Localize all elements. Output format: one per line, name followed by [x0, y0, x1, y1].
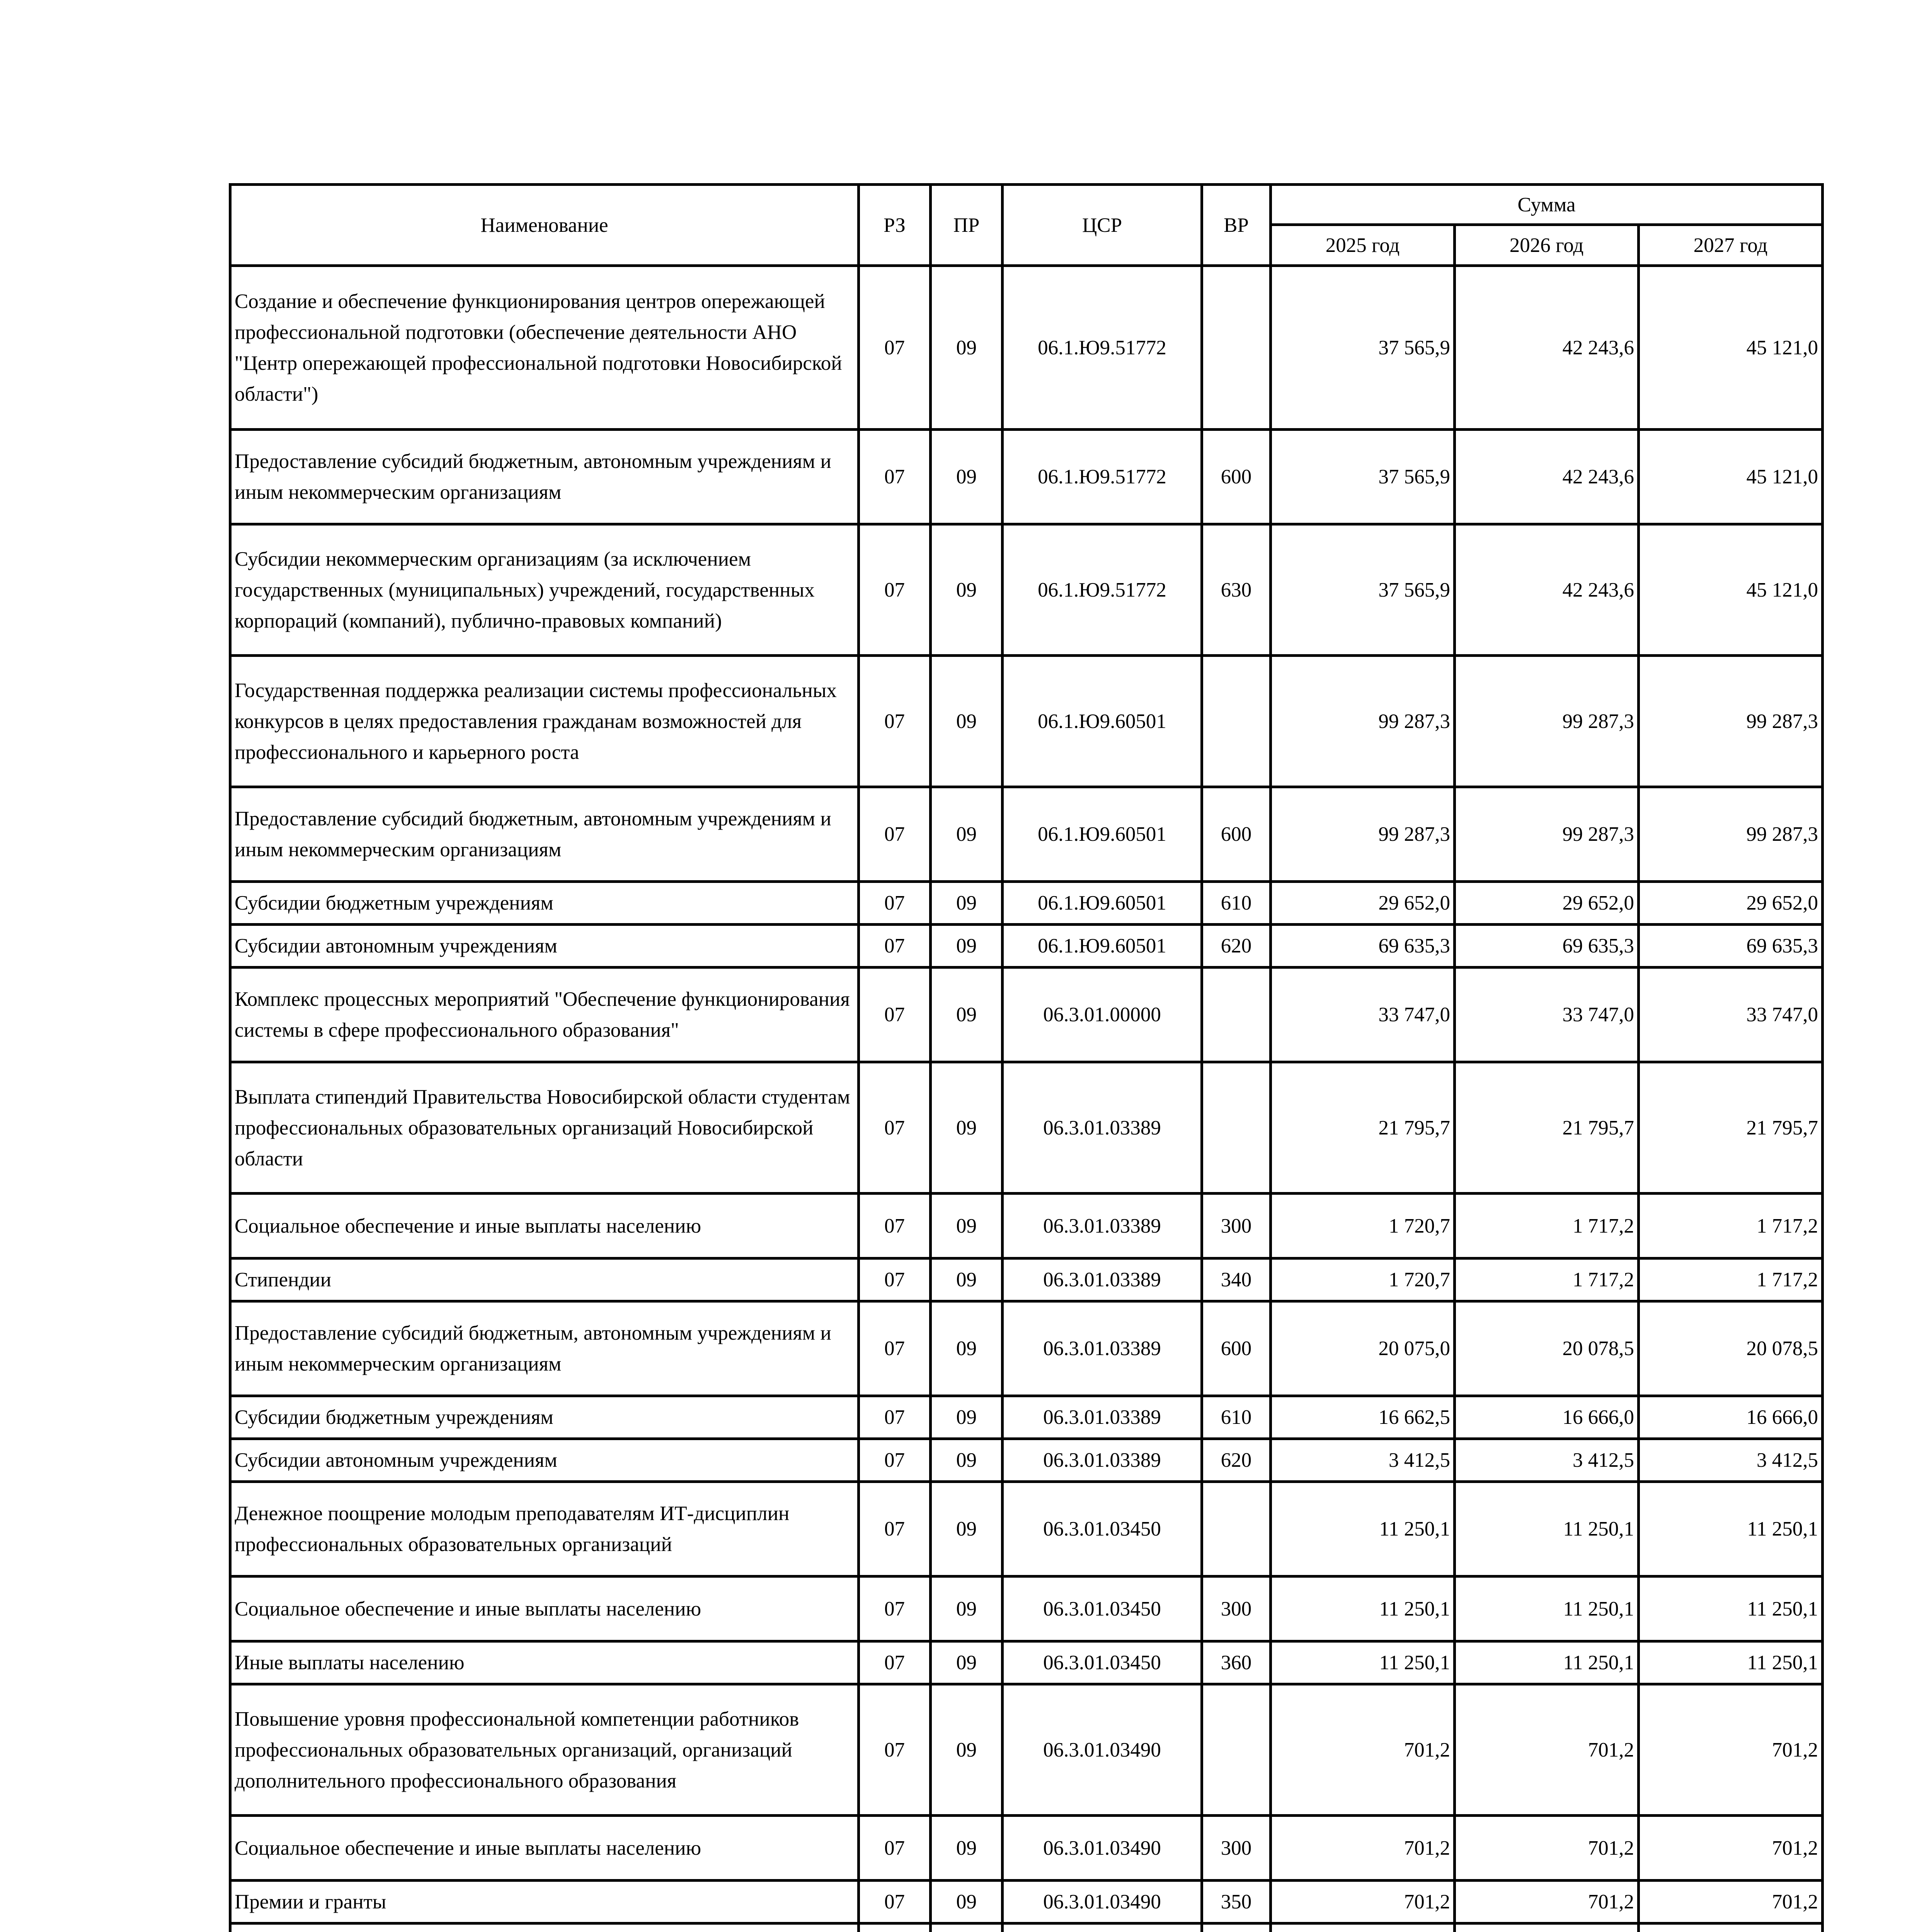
cell-vr	[1202, 266, 1271, 430]
cell-csr: 06.3.01.03389	[1003, 1396, 1202, 1439]
cell-name: Предоставление субсидий бюджетным, автономным учреждениям и иным некоммерческим организациям	[230, 1301, 859, 1396]
table-row	[230, 1439, 1823, 1482]
cell-name: Повышение уровня профессиональной компетенции работников профессиональных образовательных организаций, организаций дополнительного профессионального образования	[230, 1684, 859, 1816]
cell-2027: 701,2	[1639, 1684, 1823, 1816]
cell-rz: 07	[859, 430, 931, 524]
cell-csr: 06.1.Ю9.60501	[1003, 882, 1202, 925]
cell-2026: 69 635,3	[1455, 925, 1639, 968]
cell-csr: 06.1.Ю9.51772	[1003, 524, 1202, 656]
cell-csr	[1003, 1923, 1202, 1932]
table-row	[230, 1301, 1823, 1396]
cell-2027: 11 250,1	[1639, 1641, 1823, 1684]
cell-csr: 06.3.01.03389	[1003, 1301, 1202, 1396]
header-vr: ВР	[1202, 185, 1271, 266]
table-row	[230, 1482, 1823, 1577]
cell-csr: 06.3.01.03389	[1003, 1062, 1202, 1194]
cell-csr: 06.3.01.03389	[1003, 1194, 1202, 1259]
budget-table	[229, 183, 1824, 1932]
cell-csr: 06.3.01.03450	[1003, 1641, 1202, 1684]
cell-rz: 07	[859, 1194, 931, 1259]
cell-csr: 06.3.01.03389	[1003, 1439, 1202, 1482]
cell-2026: 29 652,0	[1455, 882, 1639, 925]
cell-2025	[1271, 1923, 1455, 1932]
cell-vr: 340	[1202, 1259, 1271, 1301]
cell-2025: 21 795,7	[1271, 1062, 1455, 1194]
cell-pr: 09	[931, 1881, 1003, 1923]
cell-rz: 07	[859, 1301, 931, 1396]
cell-rz: 07	[859, 1062, 931, 1194]
cell-vr: 600	[1202, 787, 1271, 882]
header-year-2026: 2026 год	[1455, 225, 1639, 266]
cell-csr: 06.1.Ю9.51772	[1003, 266, 1202, 430]
cell-2025: 20 075,0	[1271, 1301, 1455, 1396]
cell-vr	[1202, 1684, 1271, 1816]
cell-vr: 600	[1202, 430, 1271, 524]
cell-2025: 1 720,7	[1271, 1259, 1455, 1301]
table-body	[230, 266, 1823, 1932]
cell-2027: 1 717,2	[1639, 1259, 1823, 1301]
cell-2027: 11 250,1	[1639, 1482, 1823, 1577]
header-name: Наименование	[230, 185, 859, 266]
header-sum: Сумма	[1271, 185, 1823, 225]
header-pr: ПР	[931, 185, 1003, 266]
cell-2025: 69 635,3	[1271, 925, 1455, 968]
cell-rz: 07	[859, 1577, 931, 1641]
cell-vr: 620	[1202, 1439, 1271, 1482]
cell-name: Стипендии	[230, 1259, 859, 1301]
cell-pr: 09	[931, 1194, 1003, 1259]
cell-rz: 07	[859, 1816, 931, 1881]
cell-pr: 09	[931, 524, 1003, 656]
cell-2026: 42 243,6	[1455, 266, 1639, 430]
cell-rz: 07	[859, 787, 931, 882]
cell-2025: 33 747,0	[1271, 968, 1455, 1062]
cell-2025: 11 250,1	[1271, 1577, 1455, 1641]
table-row	[230, 1259, 1823, 1301]
cell-2026: 21 795,7	[1455, 1062, 1639, 1194]
cell-rz: 07	[859, 1684, 931, 1816]
table-row	[230, 266, 1823, 430]
cell-2025: 37 565,9	[1271, 430, 1455, 524]
cell-csr: 06.3.01.03389	[1003, 1259, 1202, 1301]
cell-2027: 99 287,3	[1639, 787, 1823, 882]
cell-csr: 06.1.Ю9.60501	[1003, 925, 1202, 968]
cell-name: Субсидии некоммерческим организациям (за исключением государственных (муниципальных) учреждений, государственных корпораций (компаний), публично-правовых компаний)	[230, 524, 859, 656]
cell-2025: 701,2	[1271, 1684, 1455, 1816]
cell-2025: 3 412,5	[1271, 1439, 1455, 1482]
cell-name: Субсидии автономным учреждениям	[230, 1439, 859, 1482]
cell-rz: 07	[859, 266, 931, 430]
table-row	[230, 524, 1823, 656]
cell-2025: 11 250,1	[1271, 1641, 1455, 1684]
cell-2026: 16 666,0	[1455, 1396, 1639, 1439]
table-row	[230, 787, 1823, 882]
cell-2025: 99 287,3	[1271, 787, 1455, 882]
cell-2026: 1 717,2	[1455, 1259, 1639, 1301]
table-row	[230, 925, 1823, 968]
cell-csr: 06.1.Ю9.60501	[1003, 787, 1202, 882]
cell-2027: 29 652,0	[1639, 882, 1823, 925]
cell-pr: 09	[931, 1816, 1003, 1881]
cell-2026: 11 250,1	[1455, 1641, 1639, 1684]
cell-2026: 701,2	[1455, 1881, 1639, 1923]
cell-vr: 600	[1202, 1301, 1271, 1396]
table-header	[230, 185, 1823, 266]
table-row	[230, 656, 1823, 787]
cell-name: Предоставление субсидий бюджетным, автономным учреждениям и иным некоммерческим организациям	[230, 787, 859, 882]
cell-rz: 07	[859, 882, 931, 925]
cell-vr: 610	[1202, 882, 1271, 925]
cell-rz: 07	[859, 1641, 931, 1684]
cell-2026: 1 717,2	[1455, 1194, 1639, 1259]
cell-2027	[1639, 1923, 1823, 1932]
cell-2027: 45 121,0	[1639, 266, 1823, 430]
cell-2026: 20 078,5	[1455, 1301, 1639, 1396]
cell-vr: 300	[1202, 1194, 1271, 1259]
cell-2026: 33 747,0	[1455, 968, 1639, 1062]
cell-pr: 09	[931, 1062, 1003, 1194]
cell-2027: 45 121,0	[1639, 430, 1823, 524]
cell-2026: 11 250,1	[1455, 1482, 1639, 1577]
cell-name: Комплекс процессных мероприятий "Обеспечение функционирования системы в сфере профессионального образования"	[230, 968, 859, 1062]
cell-csr: 06.1.Ю9.51772	[1003, 430, 1202, 524]
cell-pr: 09	[931, 1577, 1003, 1641]
cell-vr: 360	[1202, 1641, 1271, 1684]
cell-pr: 09	[931, 925, 1003, 968]
table-row	[230, 1684, 1823, 1816]
cell-2027: 701,2	[1639, 1816, 1823, 1881]
cell-2027: 701,2	[1639, 1881, 1823, 1923]
header-rz: РЗ	[859, 185, 931, 266]
header-year-2027: 2027 год	[1639, 225, 1823, 266]
cell-name: Премии и гранты	[230, 1881, 859, 1923]
cell-name: Денежное поощрение молодым преподавателям ИТ-дисциплин профессиональных образовательных организаций	[230, 1482, 859, 1577]
cell-2027: 11 250,1	[1639, 1577, 1823, 1641]
cell-pr: 09	[931, 1482, 1003, 1577]
cell-pr: 09	[931, 1259, 1003, 1301]
cell-vr: 300	[1202, 1577, 1271, 1641]
cell-csr: 06.3.01.03450	[1003, 1482, 1202, 1577]
cell-name: Субсидии бюджетным учреждениям	[230, 1396, 859, 1439]
cell-name: Субсидии бюджетным учреждениям	[230, 882, 859, 925]
cell-vr	[1202, 656, 1271, 787]
cell-pr: 09	[931, 430, 1003, 524]
cell-pr: 09	[931, 266, 1003, 430]
cell-rz: 07	[859, 1439, 931, 1482]
cell-2026: 701,2	[1455, 1816, 1639, 1881]
cell-2026: 99 287,3	[1455, 656, 1639, 787]
cell-2027: 99 287,3	[1639, 656, 1823, 787]
cell-rz	[859, 1923, 931, 1932]
cell-pr: 09	[931, 1439, 1003, 1482]
cell-2026: 701,2	[1455, 1684, 1639, 1816]
cell-csr: 06.3.01.00000	[1003, 968, 1202, 1062]
header-csr: ЦСР	[1003, 185, 1202, 266]
cell-vr: 610	[1202, 1396, 1271, 1439]
cell-rz: 07	[859, 1396, 931, 1439]
cell-2026: 42 243,6	[1455, 430, 1639, 524]
cell-csr: 06.3.01.03490	[1003, 1816, 1202, 1881]
cell-2027: 69 635,3	[1639, 925, 1823, 968]
table-row	[230, 1194, 1823, 1259]
cell-2025: 99 287,3	[1271, 656, 1455, 787]
table-row	[230, 1881, 1823, 1923]
cell-2026: 99 287,3	[1455, 787, 1639, 882]
cell-2025: 29 652,0	[1271, 882, 1455, 925]
cell-name: Социальное обеспечение и иные выплаты населению	[230, 1577, 859, 1641]
cell-vr: 620	[1202, 925, 1271, 968]
cell-2027: 1 717,2	[1639, 1194, 1823, 1259]
cell-2027: 45 121,0	[1639, 524, 1823, 656]
cell-name: Государственная поддержка реализации системы профессиональных конкурсов в целях предоставления гражданам возможностей для профессионального и карьерного роста	[230, 656, 859, 787]
cell-2025: 701,2	[1271, 1881, 1455, 1923]
cell-vr: 300	[1202, 1816, 1271, 1881]
cell-2027: 21 795,7	[1639, 1062, 1823, 1194]
cell-name: Создание и обеспечение функционирования центров опережающей профессиональной подготовки (обеспечение деятельности АНО "Центр опережающей профессиональной подготовки Новосибирской области")	[230, 266, 859, 430]
table-row	[230, 1816, 1823, 1881]
cell-pr: 09	[931, 1684, 1003, 1816]
cell-name: Социальное обеспечение и иные выплаты населению	[230, 1816, 859, 1881]
cell-name: Субсидии автономным учреждениям	[230, 925, 859, 968]
table-row	[230, 1396, 1823, 1439]
cell-2025: 37 565,9	[1271, 266, 1455, 430]
cell-2026: 42 243,6	[1455, 524, 1639, 656]
cell-pr: 09	[931, 787, 1003, 882]
cell-csr: 06.3.01.03490	[1003, 1881, 1202, 1923]
cell-name: Социальное обеспечение и иные выплаты населению	[230, 1194, 859, 1259]
table-row	[230, 1062, 1823, 1194]
table-row	[230, 1641, 1823, 1684]
cell-2025: 11 250,1	[1271, 1482, 1455, 1577]
cell-pr: 09	[931, 1396, 1003, 1439]
cell-name: Выплата стипендий Правительства Новосибирской области студентам профессиональных образовательных организаций Новосибирской области	[230, 1062, 859, 1194]
cell-rz: 07	[859, 524, 931, 656]
cell-2027: 33 747,0	[1639, 968, 1823, 1062]
cell-rz: 07	[859, 1881, 931, 1923]
cell-pr: 09	[931, 1641, 1003, 1684]
cell-vr: 350	[1202, 1881, 1271, 1923]
cell-pr: 09	[931, 656, 1003, 787]
cell-pr: 09	[931, 1301, 1003, 1396]
cell-csr: 06.1.Ю9.60501	[1003, 656, 1202, 787]
table-row	[230, 1577, 1823, 1641]
cell-pr: 09	[931, 968, 1003, 1062]
cell-name: Предоставление субсидий бюджетным, автономным учреждениям и иным некоммерческим организациям	[230, 430, 859, 524]
cell-2025: 16 662,5	[1271, 1396, 1455, 1439]
cell-2025: 37 565,9	[1271, 524, 1455, 656]
cell-rz: 07	[859, 1259, 931, 1301]
table-row	[230, 882, 1823, 925]
table-row	[230, 968, 1823, 1062]
cell-vr	[1202, 1482, 1271, 1577]
cell-2027: 3 412,5	[1639, 1439, 1823, 1482]
table-row	[230, 430, 1823, 524]
cell-name	[230, 1923, 859, 1932]
cell-name: Иные выплаты населению	[230, 1641, 859, 1684]
cell-rz: 07	[859, 968, 931, 1062]
cell-csr: 06.3.01.03490	[1003, 1684, 1202, 1816]
cell-vr	[1202, 1923, 1271, 1932]
cell-vr: 630	[1202, 524, 1271, 656]
cell-2027: 20 078,5	[1639, 1301, 1823, 1396]
cell-csr: 06.3.01.03450	[1003, 1577, 1202, 1641]
cell-2026: 11 250,1	[1455, 1577, 1639, 1641]
cell-2026: 3 412,5	[1455, 1439, 1639, 1482]
cell-2027: 16 666,0	[1639, 1396, 1823, 1439]
cell-rz: 07	[859, 925, 931, 968]
cell-2025: 701,2	[1271, 1816, 1455, 1881]
cell-rz: 07	[859, 656, 931, 787]
cell-pr: 09	[931, 882, 1003, 925]
cell-2026	[1455, 1923, 1639, 1932]
table-row	[230, 1923, 1823, 1932]
cell-rz: 07	[859, 1482, 931, 1577]
cell-vr	[1202, 968, 1271, 1062]
cell-vr	[1202, 1062, 1271, 1194]
cell-pr	[931, 1923, 1003, 1932]
header-year-2025: 2025 год	[1271, 225, 1455, 266]
cell-2025: 1 720,7	[1271, 1194, 1455, 1259]
